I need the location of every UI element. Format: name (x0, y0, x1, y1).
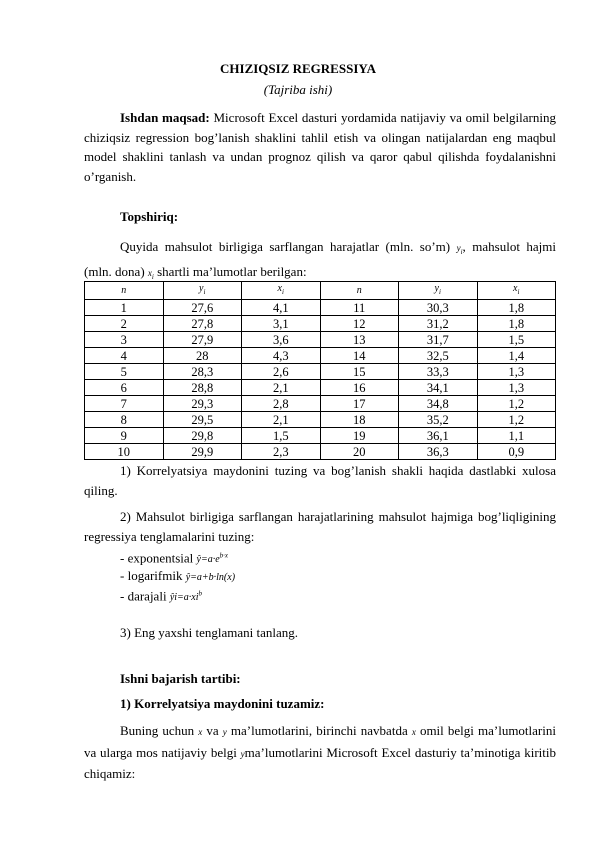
table-cell: 1,3 (477, 364, 556, 380)
table-cell: 11 (320, 300, 399, 316)
table-cell: 1,2 (477, 396, 556, 412)
table-cell: 2,8 (242, 396, 321, 412)
step2-paragraph: 2) Mahsulot birligiga sarflangan harajatlarining mahsulot hajmiga bog’liqligining regressiya tenglamalarini tuzing: (84, 509, 556, 544)
header-xi: $x_i$ (242, 282, 321, 300)
table-cell: 1,2 (477, 412, 556, 428)
table-cell: 0,9 (477, 444, 556, 460)
table-row (85, 300, 556, 316)
table-cell: 1,4 (477, 348, 556, 364)
table-cell: 35,2 (399, 412, 478, 428)
table-cell: 16 (320, 380, 399, 396)
header-xi-2: $x_i$ (477, 282, 556, 300)
proc-part3: ma’lumotlarini, birinchi navbatda (226, 723, 412, 738)
page-title: CHIZIQSIZ REGRESSIYA (220, 61, 376, 76)
table-cell: 1,8 (477, 316, 556, 332)
table-cell: 29,8 (163, 428, 242, 444)
aim-label: Ishdan maqsad: (120, 110, 210, 125)
table-row (85, 332, 556, 348)
proc-y1: y (222, 727, 227, 737)
table-cell: 34,8 (399, 396, 478, 412)
model-log-label: - logarifmik (120, 568, 186, 583)
proc-part2: va (202, 723, 223, 738)
task-intro-part1: Quyida mahsulot birligiga sarflangan harajatlar (mln. so’m) (120, 239, 457, 254)
table-cell: 3 (85, 332, 164, 348)
table-cell: 4,3 (242, 348, 321, 364)
table-cell: 29,3 (163, 396, 242, 412)
table-cell: 28,8 (163, 380, 242, 396)
model-log-formula: ŷ=a+b·ln(x) (185, 572, 236, 583)
aim-text: Microsoft Excel dasturi yordamida natijaviy va omil belgilarning chiziqsiz regression bog’lanish shaklini tahlil etish va olingan natijalardan eng maqbul model shaklini tanlash va undan prognoz qilish va qaror qabul qilishda foydalanishni o’rganish. (84, 110, 556, 184)
procedure-subheading (84, 694, 556, 714)
table-cell: 1,5 (242, 428, 321, 444)
table-row (85, 412, 556, 428)
table-cell: 12 (320, 316, 399, 332)
table-cell: 20 (320, 444, 399, 460)
table-cell: 2,1 (242, 412, 321, 428)
table-cell: 32,5 (399, 348, 478, 364)
table-row (85, 316, 556, 332)
table-cell: 27,9 (163, 332, 242, 348)
proc-part5: ma’lumotlarini Microsoft Excel dasturiy ta’minotiga kiritib chiqamiz: (84, 744, 557, 781)
table-cell: 2,1 (242, 380, 321, 396)
table-row (85, 428, 556, 444)
header-yi: $y_i$ (163, 282, 242, 300)
table-cell: 4 (85, 348, 164, 364)
table-cell: 29,5 (163, 412, 242, 428)
proc-y2: y (240, 748, 245, 759)
model-exp-label: - exponentsial (120, 550, 197, 566)
table-cell: 15 (320, 364, 399, 380)
table-cell: 34,1 (399, 380, 478, 396)
table-cell: 1,1 (477, 428, 556, 444)
task-intro (84, 237, 556, 288)
table-cell: 27,6 (163, 300, 242, 316)
table-cell: 13 (320, 332, 399, 348)
table-cell: 19 (320, 428, 399, 444)
page-subtitle: (Tajriba ishi) (263, 82, 333, 97)
step1-paragraph: 1) Korrelyatsiya maydonini tuzing va bog’lanish shakli haqida dastlabki xulosa qiling. (84, 463, 556, 498)
table-cell: 1,3 (477, 380, 556, 396)
procedure-heading-text: Ishni bajarish tartibi: (120, 671, 241, 686)
model-exp-formula: $ŷ=a\cdot e^{b\cdot x}$ (196, 552, 229, 566)
table-row (85, 364, 556, 380)
task-heading-text: Topshiriq: (120, 209, 179, 224)
table-cell: 1,5 (477, 332, 556, 348)
table-cell: 7 (85, 396, 164, 412)
procedure-heading (84, 669, 556, 689)
aim-paragraph (84, 108, 556, 186)
table-cell: 4,1 (242, 300, 321, 316)
table-cell: 28 (163, 348, 242, 364)
task-intro-part3: shartli ma’lumotlar berilgan: (153, 264, 307, 280)
table-row (85, 380, 556, 396)
header-n-2: n (320, 282, 399, 300)
table-cell: 31,2 (399, 316, 478, 332)
task-intro-part2: , mahsulot hajmi (mln. dona) (84, 239, 556, 280)
table-cell: 6 (85, 380, 164, 396)
procedure-paragraph (84, 721, 556, 784)
table-cell: 5 (85, 364, 164, 380)
table-cell: 29,9 (163, 444, 242, 460)
table-cell: 28,3 (163, 364, 242, 380)
header-yi-2: $y_i$ (399, 282, 478, 300)
table-cell: 18 (320, 412, 399, 428)
table-cell: 3,6 (242, 332, 321, 348)
table-cell: 8 (85, 412, 164, 428)
proc-part1: Buning uchun (120, 723, 199, 738)
table-cell: 33,3 (399, 364, 478, 380)
step3-paragraph: 3) Eng yaxshi tenglamani tanlang. (120, 625, 298, 640)
table-cell: 27,8 (163, 316, 242, 332)
table-row (85, 396, 556, 412)
task-heading (84, 207, 556, 227)
model-pow-formula: $ŷi=a\cdot xi^b$ (169, 590, 202, 604)
table-row (85, 348, 556, 364)
table-cell: 1 (85, 300, 164, 316)
model-pow-label: - darajali (120, 588, 170, 604)
table-cell: 1,8 (477, 300, 556, 316)
task-intro-x: $x_i$ (147, 268, 154, 282)
table-cell: 31,7 (399, 332, 478, 348)
model-logarithmic (120, 566, 235, 587)
table-cell: 14 (320, 348, 399, 364)
table-cell: 17 (320, 396, 399, 412)
procedure-subheading-text: 1) Korrelyatsiya maydonini tuzamiz: (120, 696, 325, 711)
data-table (84, 281, 556, 460)
table-cell: 10 (85, 444, 164, 460)
proc-x1: x (198, 727, 203, 737)
table-cell: 2,3 (242, 444, 321, 460)
proc-part4: omil belgi ma’lumotlarini va ularga mos natijaviy belgi (84, 723, 556, 760)
table-row (85, 444, 556, 460)
table-cell: 36,3 (399, 444, 478, 460)
task-intro-y: $y_i$ (456, 243, 463, 256)
table-header-row (85, 282, 556, 300)
table-cell: 36,1 (399, 428, 478, 444)
header-n: n (85, 282, 164, 300)
model-power (120, 585, 202, 607)
table-cell: 3,1 (242, 316, 321, 332)
table-cell: 9 (85, 428, 164, 444)
table-cell: 30,3 (399, 300, 478, 316)
table-cell: 2 (85, 316, 164, 332)
table-cell: 2,6 (242, 364, 321, 380)
proc-x2: x (411, 727, 416, 737)
